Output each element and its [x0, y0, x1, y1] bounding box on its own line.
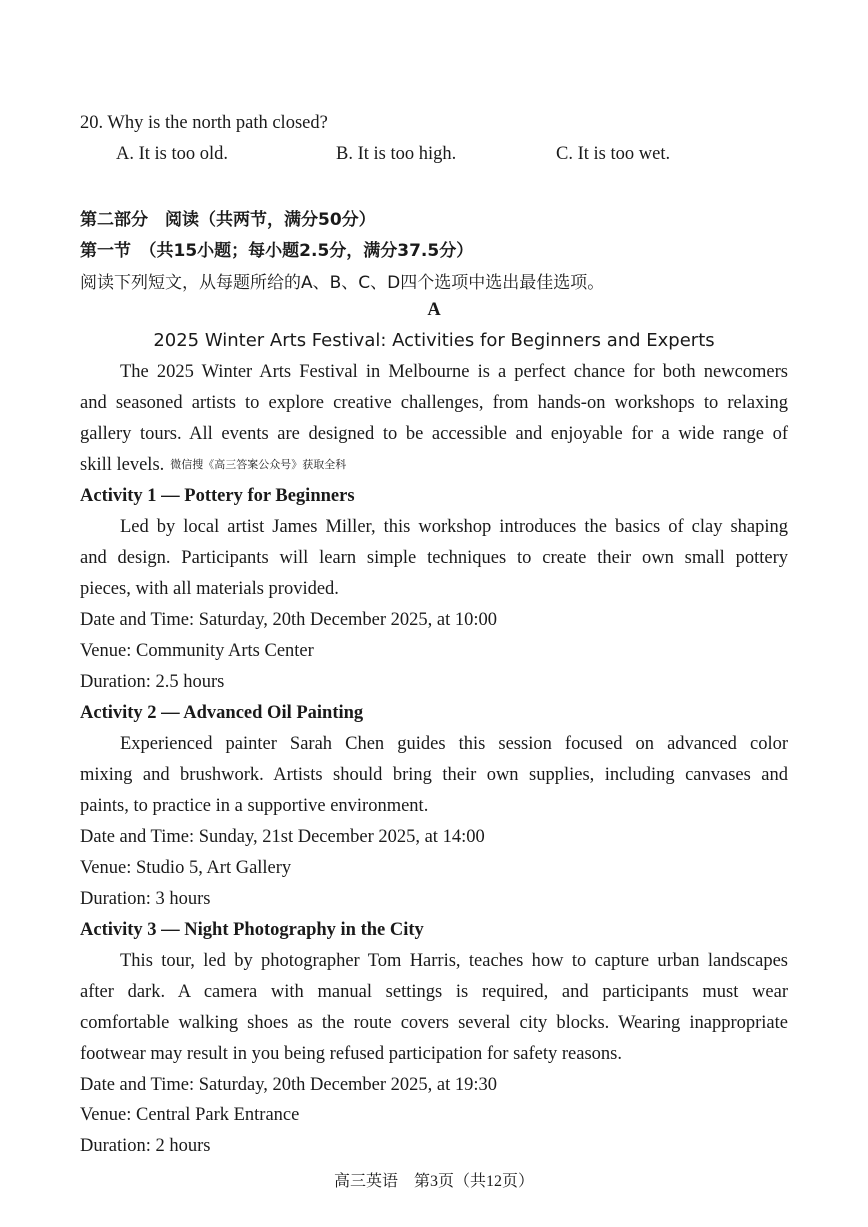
question-20-option-b: B. It is too high.: [336, 144, 457, 164]
activity-1-heading: Activity 1 — Pottery for Beginners: [80, 486, 355, 506]
part-two-heading: 第二部分 阅读（共两节，满分50分）: [80, 210, 376, 230]
activity-2-duration: Duration: 3 hours: [80, 889, 211, 909]
question-20-option-c: C. It is too wet.: [556, 144, 671, 164]
activity-3-line-4: footwear may result in you being refused participation for safety reasons.: [80, 1044, 622, 1064]
activity-1-line-3: pieces, with all materials provided.: [80, 579, 339, 599]
activity-1-duration: Duration: 2.5 hours: [80, 672, 225, 692]
activity-2-heading: Activity 2 — Advanced Oil Painting: [80, 703, 364, 723]
activity-1-venue: Venue: Community Arts Center: [80, 641, 314, 661]
activity-2-line-2: mixing and brushwork. Artists should bring their own supplies, including canvases and: [80, 765, 788, 785]
reading-instruction: 阅读下列短文，从每题所给的A、B、C、D四个选项中选出最佳选项。: [80, 273, 605, 293]
activity-2-date: Date and Time: Sunday, 21st December 2025, at 14:00: [80, 827, 485, 847]
intro-line-4: [80, 455, 346, 476]
question-20-stem: 20. Why is the north path closed?: [80, 113, 328, 133]
passage-letter: A: [427, 300, 441, 320]
intro-line-1: The 2025 Winter Arts Festival in Melbourne is a perfect chance for both newcomers: [120, 362, 788, 382]
activity-3-venue: Venue: Central Park Entrance: [80, 1105, 300, 1125]
activity-3-line-2: after dark. A camera with manual settings is required, and participants must wear: [80, 982, 788, 1002]
intro-line-3: gallery tours. All events are designed to be accessible and enjoyable for a wide range of: [80, 424, 788, 444]
intro-line-2: and seasoned artists to explore creative challenges, from hands-on workshops to relaxing: [80, 393, 788, 413]
activity-2-line-3: paints, to practice in a supportive environment.: [80, 796, 429, 816]
activity-3-duration: Duration: 2 hours: [80, 1136, 211, 1156]
activity-2-line-1: Experienced painter Sarah Chen guides this session focused on advanced color: [120, 734, 788, 754]
activity-3-heading: Activity 3 — Night Photography in the City: [80, 920, 424, 940]
activity-1-line-1: Led by local artist James Miller, this workshop introduces the basics of clay shaping: [120, 517, 788, 537]
intro-line-4-text: skill levels.: [80, 455, 165, 475]
activity-3-line-3: comfortable walking shoes as the route covers several city blocks. Wearing inappropriate: [80, 1013, 788, 1033]
page-footer: 高三英语 第3页（共12页）: [333, 1173, 534, 1190]
activity-1-line-2: and design. Participants will learn simple techniques to create their own small pottery: [80, 548, 788, 568]
activity-3-line-1: This tour, led by photographer Tom Harris, teaches how to capture urban landscapes: [120, 951, 788, 971]
passage-title: 2025 Winter Arts Festival: Activities for Beginners and Experts: [153, 330, 715, 351]
activity-3-date: Date and Time: Saturday, 20th December 2025, at 19:30: [80, 1075, 498, 1095]
activity-1-date: Date and Time: Saturday, 20th December 2025, at 10:00: [80, 610, 498, 630]
watermark-note: 微信搜《高三答案公众号》获取全科: [170, 458, 347, 471]
question-20-option-a: A. It is too old.: [116, 144, 229, 164]
section-one-heading: 第一节 （共15小题；每小题2.5分，满分37.5分）: [80, 241, 474, 261]
activity-2-venue: Venue: Studio 5, Art Gallery: [80, 858, 292, 878]
